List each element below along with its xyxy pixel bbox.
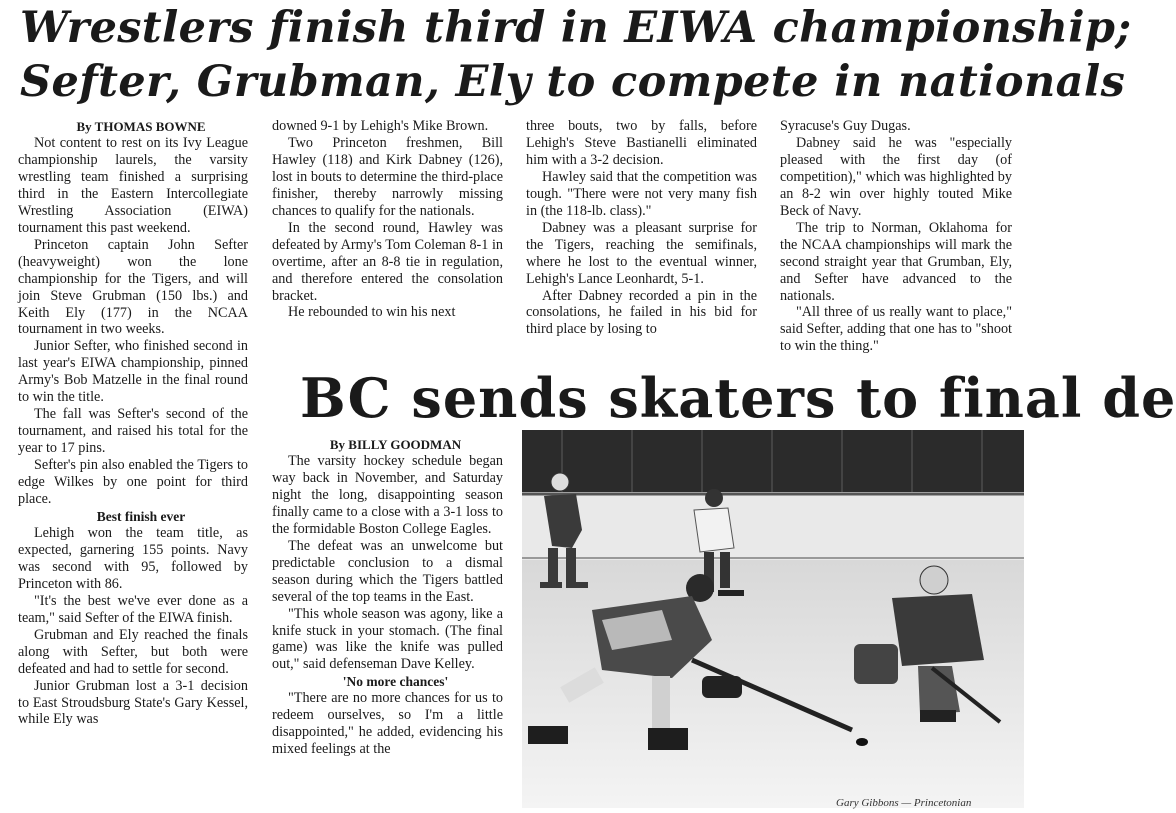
wrestling-column-2 [272,118,503,358]
hockey-photo [522,430,1024,808]
article-paragraph: "There are no more chances for us to redeem ourselves, so I'm a little disappointed," he added, evidencing his mixed feelings at the [272,690,503,758]
article-paragraph: Syracuse's Guy Dugas. [780,118,911,134]
article-paragraph: "This whole season was agony, like a knife stuck in your stomach. (The final game) was like the knife was pulled out," said defenseman Dave Kelley. [272,605,503,673]
article-paragraph: Hawley said that the competition was tough. "There were not very many fish in (the 118-lb. class)." [526,168,757,219]
wrestling-subhead: Best finish ever [96,508,186,524]
article-paragraph: Junior Grubman lost a 3-1 decision to East Stroudsburg State's Gary Kessel, while Ely was [18,677,248,728]
article-paragraph: The varsity hockey schedule began way back in November, and Saturday night the long, disappointing season finally came to a close with a 3-1 loss to the formidable Boston College Eagles. [272,453,503,537]
article-paragraph: The fall was Sefter's second of the tournament, and raised his total for the year to 17 pins. [18,406,248,457]
hockey-column [272,436,503,808]
article-paragraph: After Dabney recorded a pin in the consolations, he failed in his bid for third place by losing to [526,287,757,338]
article-paragraph: Two Princeton freshmen, Bill Hawley (118) and Kirk Dabney (126), lost in bouts to determine the third-place finisher, thereby narrowly missing chances to qualify for the nationals. [272,134,503,219]
article-paragraph: Sefter's pin also enabled the Tigers to edge Wilkes by one point for third place. [18,457,248,508]
article-paragraph: three bouts, two by falls, before Lehigh's Steve Bastianelli eliminated him with a 3-2 decision. [526,118,757,168]
article-paragraph: The defeat was an unwelcome but predictable conclusion to a dismal season during which the Tigers battled several of the top teams in the East. [272,537,503,605]
article-paragraph: Dabney was a pleasant surprise for the Tigers, reaching the semifinals, where he lost to the eventual winner, Lehigh's Lance Leonhardt, 5-1. [526,219,757,287]
article-paragraph: "All three of us really want to place," said Sefter, adding that one has to "shoot to win the thing." [780,304,1012,355]
wrestling-column-1 [18,118,248,808]
wrestling-headline-line1: Wrestlers finish third in EIWA championship; [20,3,1132,53]
article-paragraph: Junior Sefter, who finished second in last year's EIWA championship, pinned Army's Bob Matzelle in the final round to win the title. [18,338,248,406]
hockey-byline: By BILLY GOODMAN [329,437,462,452]
wrestling-column-4 [780,118,1012,358]
article-paragraph: In the second round, Hawley was defeated by Army's Tom Coleman 8-1 in overtime, after an 8-8 tie in regulation, and therefore entered the consolation bracket. [272,219,503,304]
article-paragraph: Grubman and Ely reached the finals along with Sefter, but both were defeated and had to settle for second. [18,626,248,677]
wrestling-byline: By THOMAS BOWNE [76,119,206,134]
article-paragraph: The trip to Norman, Oklahoma for the NCAA championships will mark the second straight year that Grumban, Ely, and Sefter have advanced to the nationals. [780,219,1012,304]
article-paragraph: Lehigh won the team title, as expected, garnering 155 points. Navy was second with 95, followed by Princeton with 86. [18,524,248,592]
article-paragraph: He rebounded to win his next [288,304,456,321]
article-paragraph: Not content to rest on its Ivy League championship laurels, the varsity wrestling team finished a surprising third in the Eastern Intercollegiate Wrestling Association (EIWA) tournament this past weekend. [18,135,248,236]
article-paragraph: Princeton captain John Sefter (heavyweight) won the lone championship for the Tigers, and will join Steve Grubman (150 lbs.) and Keith Ely (177) in the NCAA tournament in two weeks. [18,236,248,338]
article-paragraph: "It's the best we've ever done as a team," said Sefter of the EIWA finish. [18,592,248,626]
wrestling-headline-line2: Sefter, Grubman, Ely to compete in nationals [20,57,1126,107]
hockey-headline: BC sends skaters to final de [300,366,1176,430]
article-paragraph: downed 9-1 by Lehigh's Mike Brown. [272,118,489,134]
photo-credit: Gary Gibbons — Princetonian [836,797,972,809]
hockey-subhead: 'No more chances' [342,674,449,690]
article-paragraph: Dabney said he was "especially pleased with the first day (of competition)," which was highlighted by an 8-2 win over highly touted Mike Beck of Navy. [780,134,1012,219]
wrestling-column-3 [526,118,757,358]
